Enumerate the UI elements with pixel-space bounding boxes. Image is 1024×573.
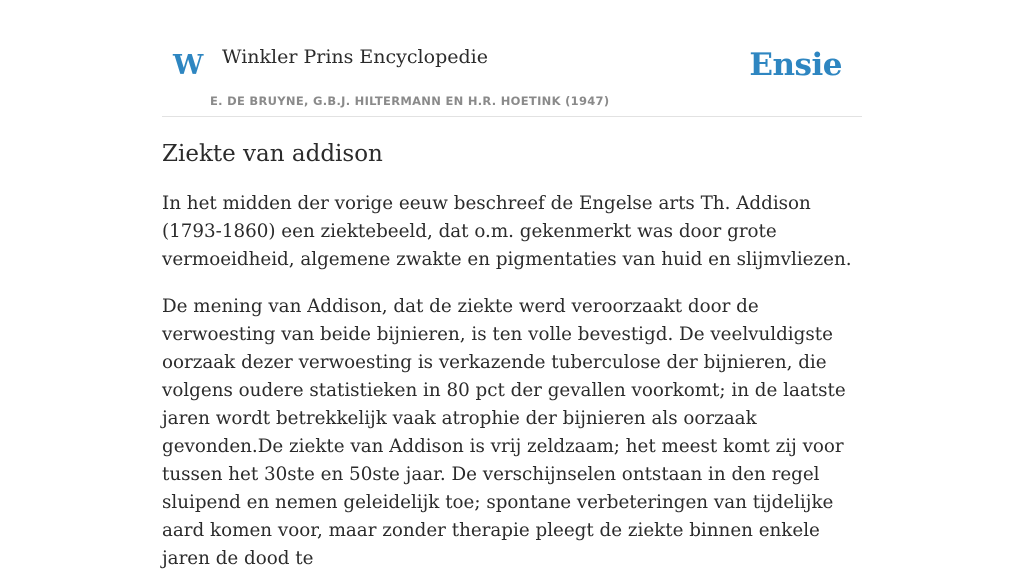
publication-logo[interactable]: W [173,50,204,81]
brand-logo[interactable]: Ensie [749,47,842,83]
publication-title[interactable]: Winkler Prins Encyclopedie [222,46,488,68]
article-paragraph: De mening van Addison, dat de ziekte werd veroorzaakt door de verwoesting van beide bijnieren, is ten volle bevestigd. De veelvuldigste oorzaak dezer verwoesting is verkazende tuberculose der bijnieren, die volgens oudere statistieken in 80 pct der gevallen voorkomt; in de laatste jaren wordt betrekkelijk vaak atrophie der bijnieren als oorzaak gevonden.De ziekte van Addison is vrij zeldzaam; het meest komt zij voor tussen het 30ste en 50ste jaar. De verschijnselen ontstaan in den regel sluipend en nemen geleidelijk toe; spontane verbeteringen van tijdelijke aard komen voor, maar zonder therapie pleegt de ziekte binnen enkele jaren de dood te [162,296,846,569]
publication-authors: E. DE BRUYNE, G.B.J. HILTERMANN EN H.R. HOETINK (1947) [210,94,610,108]
site-header [162,0,862,117]
article-title: Ziekte van addison [162,141,383,167]
article [162,138,864,573]
article-paragraph: In het midden der vorige eeuw beschreef de Engelse arts Th. Addison (1793-1860) een ziektebeeld, dat o.m. gekenmerkt was door grote vermoeidheid, algemene zwakte en pigmentaties van huid en slijmvliezen. [162,193,852,270]
